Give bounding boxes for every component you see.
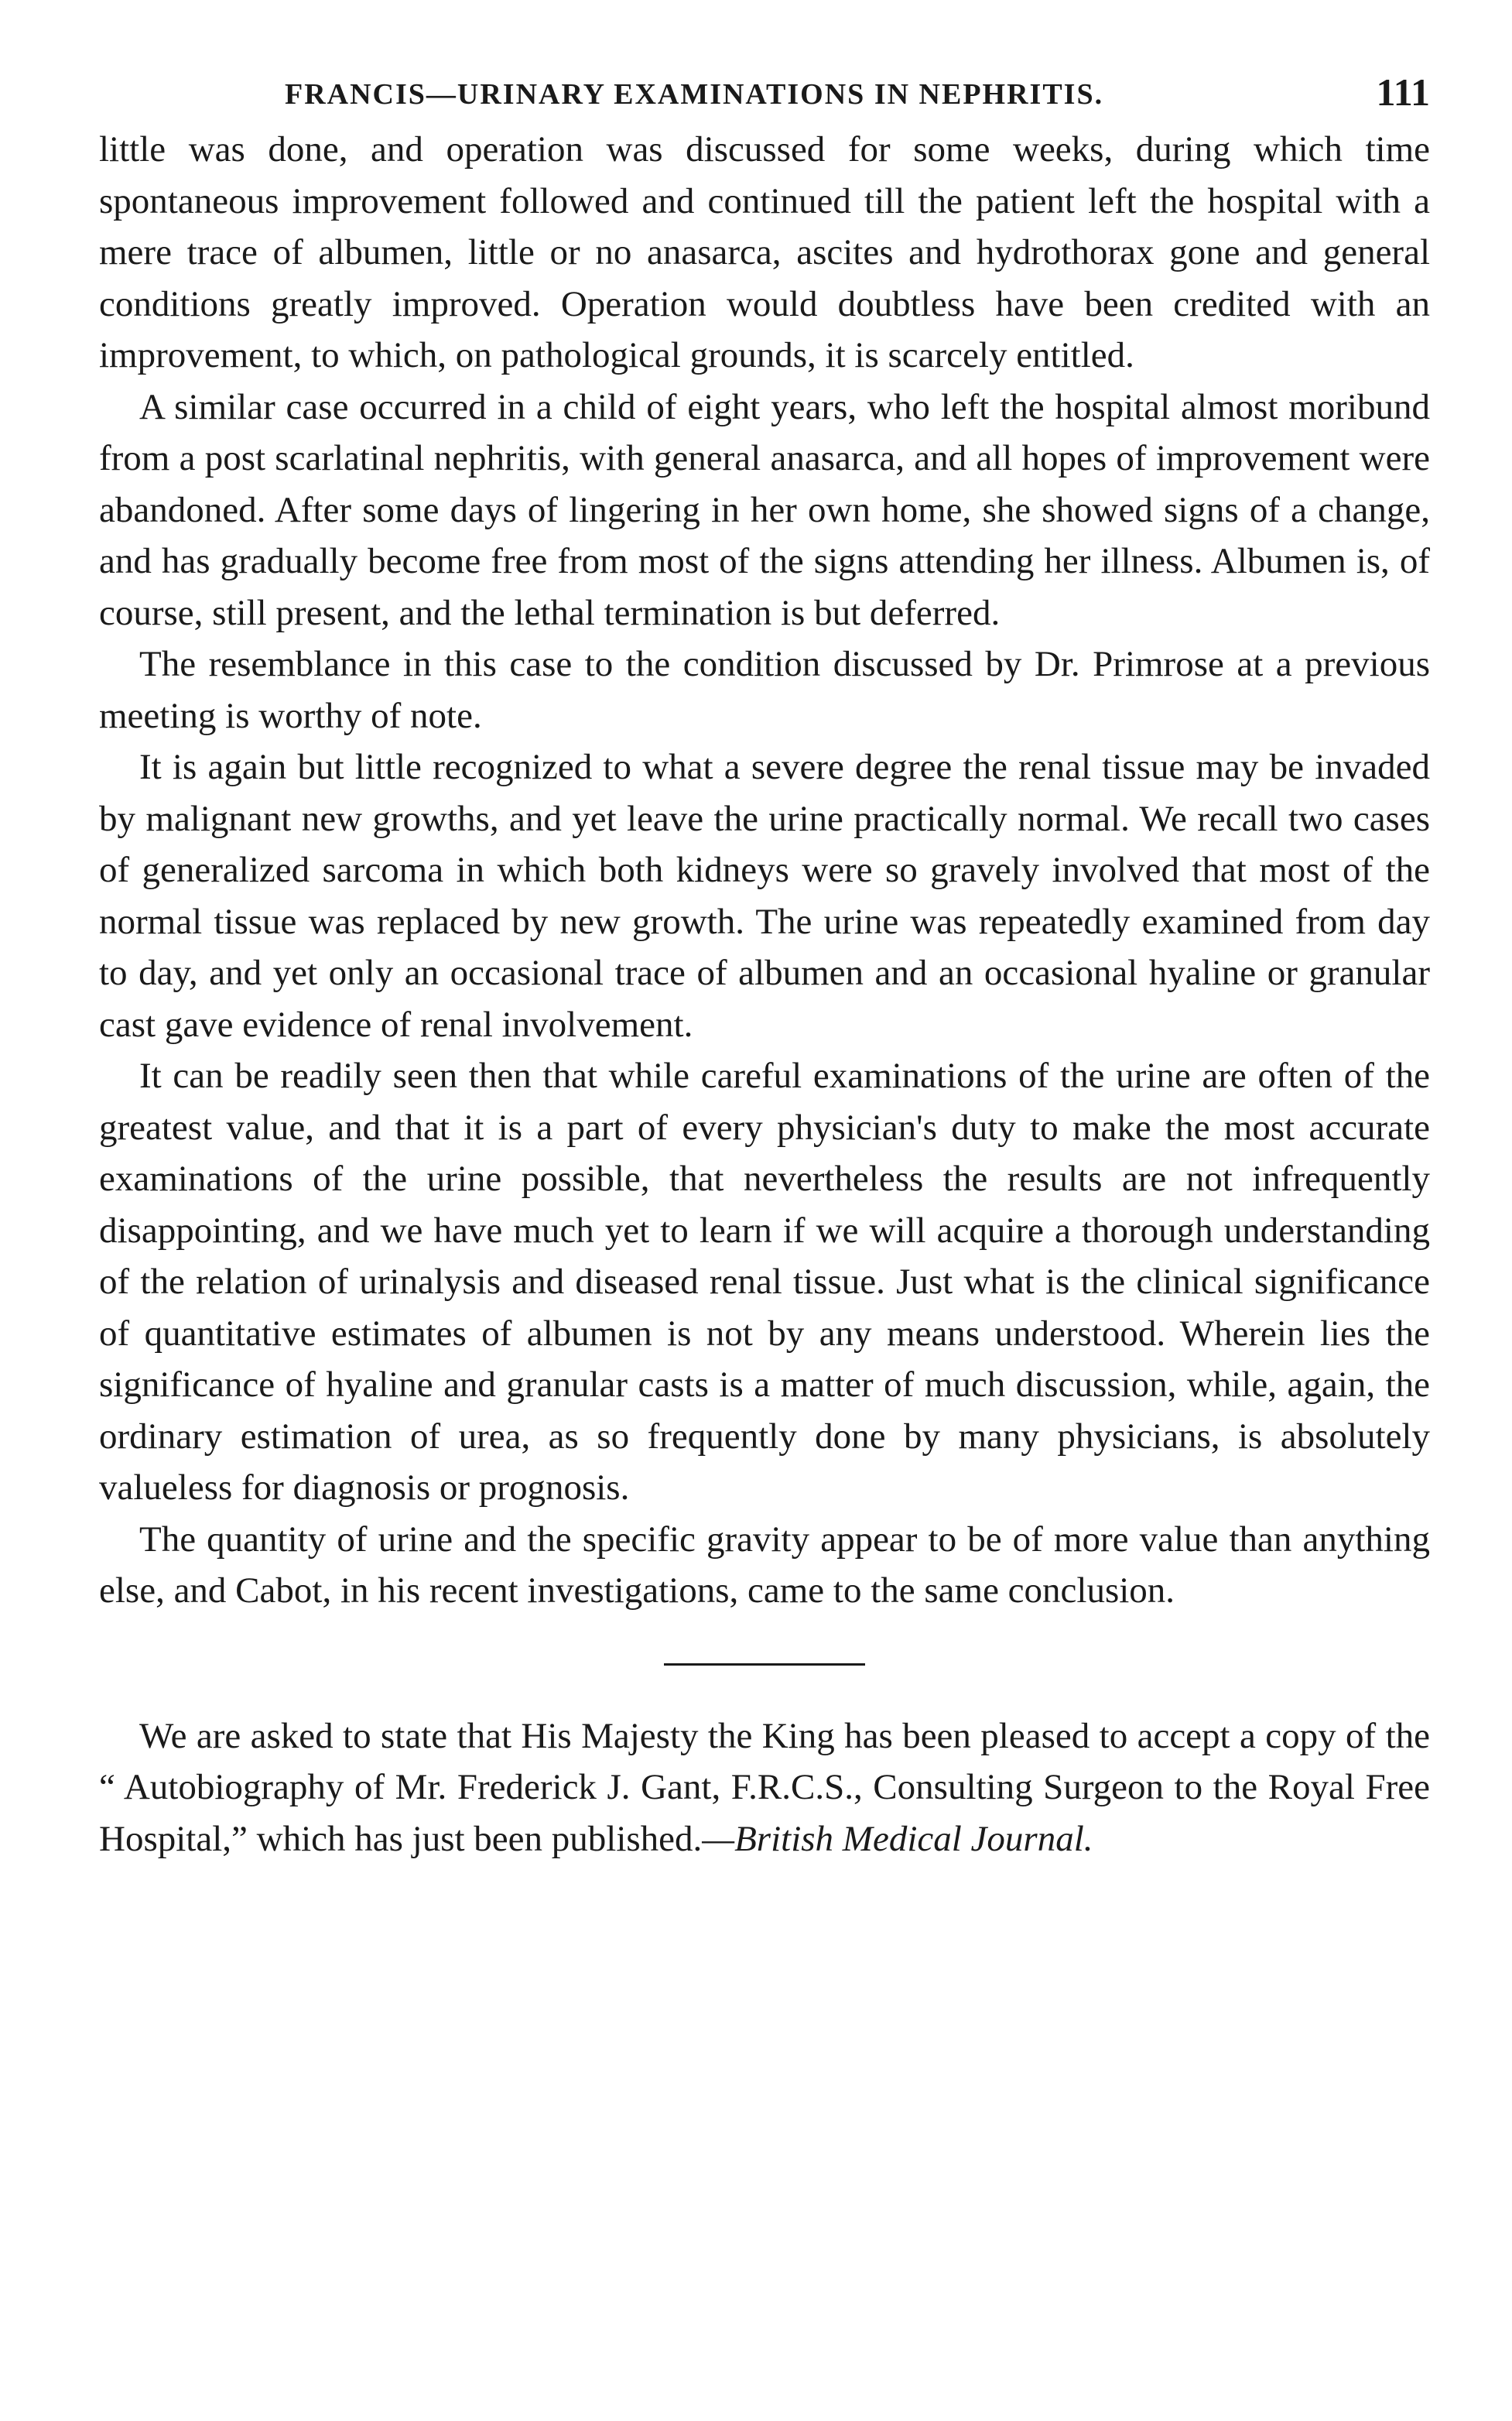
notice-paragraph xyxy=(99,1710,1430,1865)
paragraph-continued: little was done, and operation was discussed for some weeks, during which time spontaneous improvement followed and continued till the patient left the hospital with a mere trace of albumen, little or no anasarca, ascites and hydrothorax gone and general conditions greatly improved. Operation would doubtless have been credited with an improvement, to which, on pathological grounds, it is scarcely entitled. xyxy=(99,129,1430,375)
running-head xyxy=(99,70,1430,124)
notice-text: We are asked to state that His Majesty the King has been pleased to accept a copy of the “ Autobiography of Mr. Frederick J. Gant, F.R.C.S., Consulting Surgeon to the Royal Free Hospital,” which has just been published. xyxy=(99,1715,1430,1859)
paragraph: It is again but little recognized to what a severe degree the renal tissue may be invaded by malignant new growths, and yet leave the urine practically normal. We recall two cases of generalized sarcoma in which both kidneys were so gravely involved that most of the normal tissue was replaced by new growth. The urine was repeatedly examined from day to day, and yet only an occasional trace of albumen and an occasional hyaline or granular cast gave evidence of renal involvement. xyxy=(99,747,1430,1045)
paragraph: The resemblance in this case to the condition discussed by Dr. Primrose at a previous meeting is worthy of note. xyxy=(99,644,1430,736)
page-number: 111 xyxy=(1376,70,1430,114)
paragraph: A similar case occurred in a child of eight years, who left the hospital almost moribund from a post scarlatinal nephritis, with general anasarca, and all hopes of improvement were abandoned. After some days of lingering in her own home, she showed signs of a change, and has gradually become free from most of the signs attending her illness. Albumen is, of course, still present, and the lethal termination is but deferred. xyxy=(99,386,1430,633)
article-body xyxy=(99,124,1430,1617)
notice-source: —British Medical Journal. xyxy=(702,1818,1093,1859)
notice xyxy=(99,1710,1430,1865)
journal-page xyxy=(99,70,1430,1865)
running-title: FRANCIS—URINARY EXAMINATIONS IN NEPHRITIS. xyxy=(285,78,1104,111)
paragraph: It can be readily seen then that while careful examinations of the urine are often of the greatest value, and that it is a part of every physician's duty to make the most accurate examinations of the urine possible, that nevertheless the results are not infrequently disappointing, and we have much yet to learn if we will acquire a thorough understanding of the relation of urinalysis and diseased renal tissue. Just what is the clinical significance of quantitative estimates of albumen is not by any means understood. Wherein lies the significance of hyaline and granular casts is a matter of much discussion, while, again, the ordinary estimation of urea, as so frequently done by many physicians, is absolutely valueless for diagnosis or prognosis. xyxy=(99,1056,1430,1508)
section-divider xyxy=(664,1663,865,1666)
paragraph: The quantity of urine and the specific gravity appear to be of more value than anything else, and Cabot, in his recent investigations, came to the same conclusion. xyxy=(99,1519,1430,1611)
